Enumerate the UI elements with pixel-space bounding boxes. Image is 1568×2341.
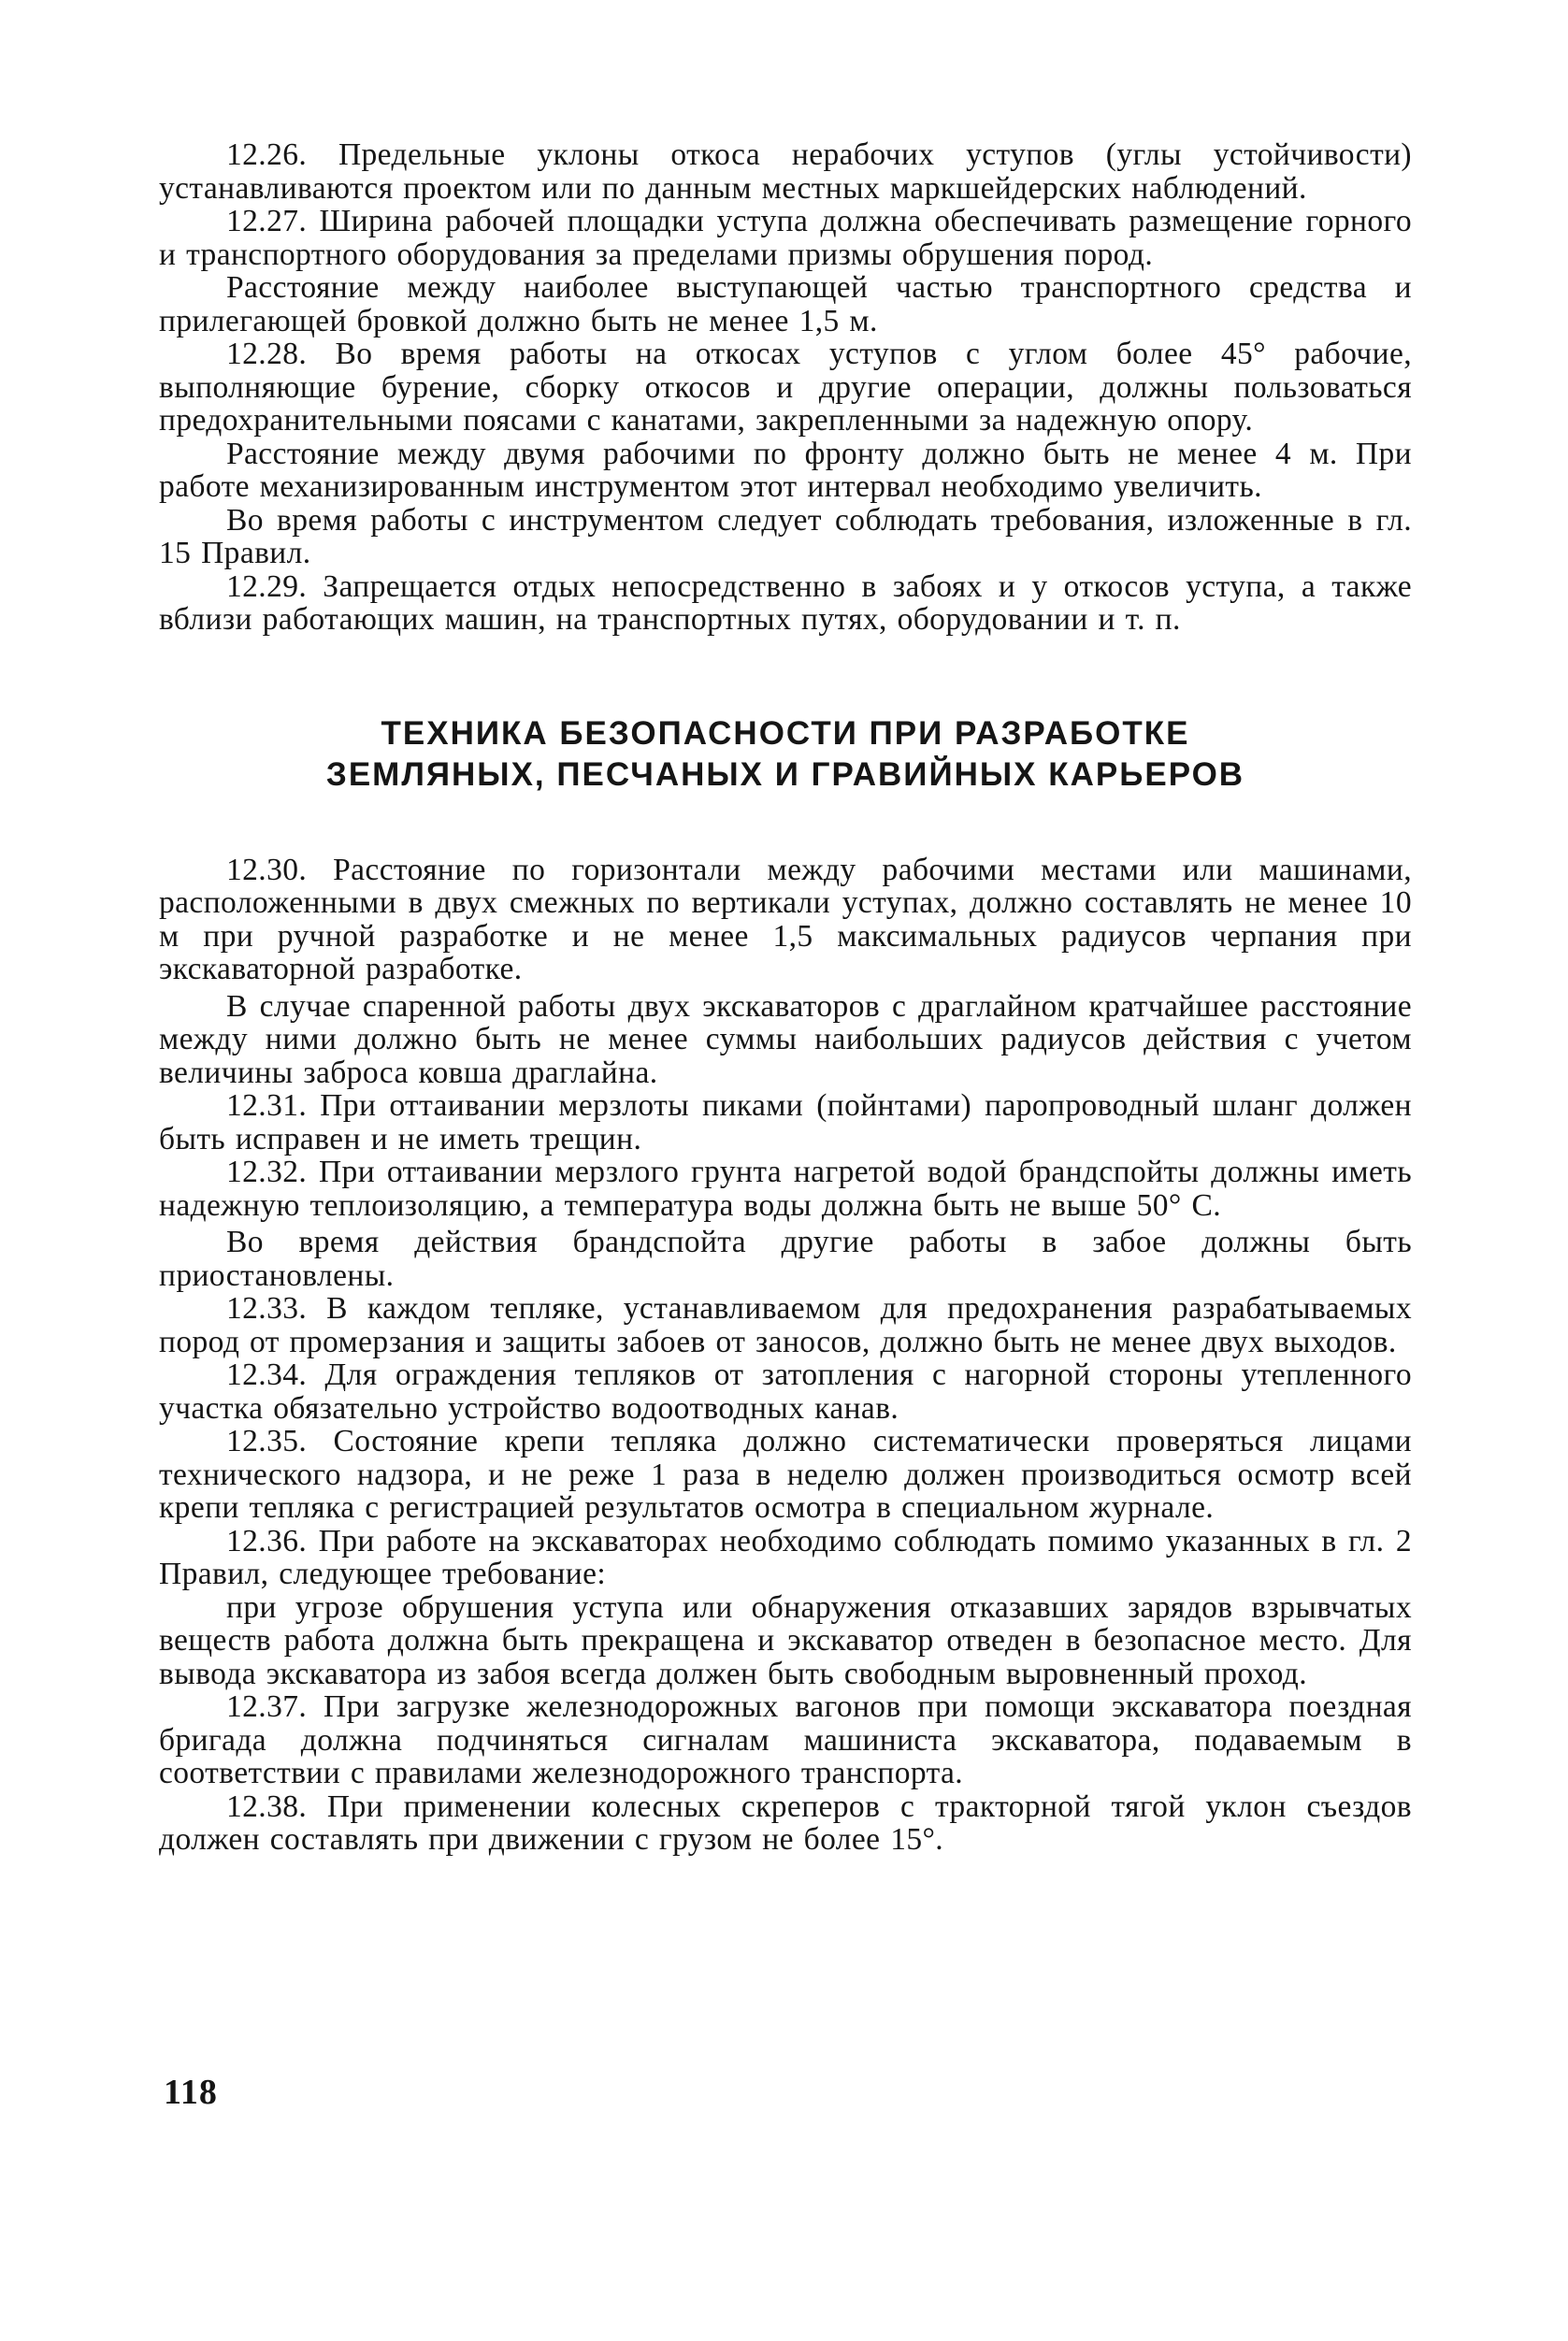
paragraph-transport-distance: Расстояние между наиболее выступающей частью транспортного средства и прилегающей бровкой должно быть не менее 1,5 м. (159, 270, 1412, 338)
paragraph-12-31: 12.31. При оттаивании мерзлоты пиками (пойнтами) паропроводный шланг должен быть исправен и не иметь трещин. (159, 1088, 1412, 1156)
paragraph-12-33: 12.33. В каждом тепляке, устанавливаемом для предохранения разрабатываемых пород от промерзания и защиты забоев от заносов, должно быть не менее двух выходов. (159, 1291, 1412, 1359)
paragraph-12-26: 12.26. Предельные уклоны откоса нерабочих уступов (углы устойчивости) устанавливаются проектом или по данным местных маркшейдерских наблюдений. (159, 137, 1412, 206)
page-number: 118 (164, 2073, 218, 2112)
paragraph-dragline: В случае спаренной работы двух экскаваторов с драглайном кратчайшее расстояние между ними должно быть не менее суммы наибольших радиусов действия с учетом величины заброса ковша драглайна. (159, 988, 1412, 1090)
paragraph-12-30: 12.30. Расстояние по горизонтали между рабочими местами или машинами, расположенными в двух смежных по вертикали уступах, должно составлять не менее 10 м при ручной разработке и не менее 1,5 максимальных радиусов черпания при экскаваторной разработке. (159, 852, 1412, 986)
section-heading-line-2: ЗЕМЛЯНЫХ, ПЕСЧАНЫХ И ГРАВИЙНЫХ КАРЬЕРОВ (325, 755, 1245, 793)
section-heading-line-1: ТЕХНИКА БЕЗОПАСНОСТИ ПРИ РАЗРАБОТКЕ (381, 714, 1190, 752)
paragraph-12-28: 12.28. Во время работы на откосах уступов с углом более 45° рабочие, выполняющие бурение, сборку откосов и другие операции, должны пользоваться предохранительными поясами с канатами, закрепленными за надежную опору. (159, 337, 1412, 438)
paragraph-12-35: 12.35. Состояние крепи тепляка должно систематически проверяться лицами технического надзора, и не реже 1 раза в неделю должен производиться осмотр всей крепи тепляка с регистрацией результатов осмотра в специальном журнале. (159, 1424, 1412, 1525)
paragraph-12-27: 12.27. Ширина рабочей площадки уступа должна обеспечивать размещение горного и транспортного оборудования за пределами призмы обрушения пород. (159, 204, 1412, 272)
paragraph-12-37: 12.37. При загрузке железнодорожных вагонов при помощи экскаватора поездная бригада должна подчиняться сигналам машиниста экскаватора, подаваемым в соответствии с правилами железнодорожного транспорта. (159, 1689, 1412, 1790)
paragraph-12-29: 12.29. Запрещается отдых непосредственно в забоях и у откосов уступа, а также вблизи работающих машин, на транспортных путях, оборудовании и т. п. (159, 568, 1412, 637)
paragraph-tool-requirements: Во время работы с инструментом следует соблюдать требования, изложенные в гл. 15 Правил. (159, 502, 1412, 570)
paragraph-12-32: 12.32. При оттаивании мерзлого грунта нагретой водой брандспойты должны иметь надежную теплоизоляцию, а температура воды должна быть не выше 50° С. (159, 1155, 1412, 1223)
paragraph-12-34: 12.34. Для ограждения тепляков от затопления с нагорной стороны утепленного участка обязательно устройство водоотводных канав. (159, 1357, 1412, 1426)
paragraph-12-38: 12.38. При применении колесных скреперов с тракторной тягой уклон съездов должен составлять при движении с грузом не более 15°. (159, 1788, 1412, 1857)
section-heading (159, 713, 1412, 796)
paragraph-collapse-threat: при угрозе обрушения уступа или обнаружения отказавших зарядов взрывчатых веществ работа должна быть прекращена и экскаватор отведен в безопасное место. Для вывода экскаватора из забоя всегда должен быть свободным выровненный проход. (159, 1589, 1412, 1691)
document-page (159, 138, 1412, 1857)
paragraph-hose-stop: Во время действия брандспойта другие работы в забое должны быть приостановлены. (159, 1225, 1412, 1293)
paragraph-12-36: 12.36. При работе на экскаваторах необходимо соблюдать помимо указанных в гл. 2 Правил, следующее требование: (159, 1523, 1412, 1591)
paragraph-workers-distance: Расстояние между двумя рабочими по фронту должно быть не менее 4 м. При работе механизированным инструментом этот интервал необходимо увеличить. (159, 436, 1412, 504)
